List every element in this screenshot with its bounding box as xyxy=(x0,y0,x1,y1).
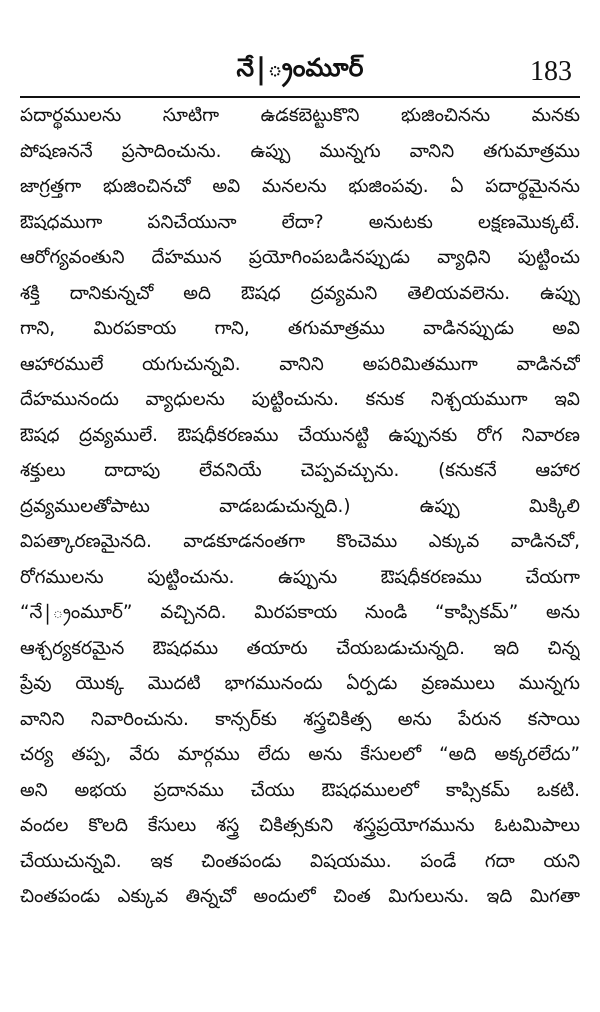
text-line: “నే|్రంమూర్” వచ్చినది. మిరపకాయ నుండి “కాప్సికమ్” అను xyxy=(20,602,580,623)
text-line: చర్య తప్ప, వేరు మార్గము లేదు అను కేసులలో “అది అక్కరలేదు” xyxy=(20,744,580,765)
running-title: నే|్రంమూర్ xyxy=(236,53,364,82)
text-line: ఆశ్చర్యకరమైన ఔషధము తయారు చేయబడుచున్నది. ఇది చిన్న xyxy=(20,637,580,659)
text-line: పదార్థములను సూటిగా ఉడకబెట్టుకొని భుజించినను మనకు xyxy=(20,105,580,126)
text-line: ప్రేవు యొక్క మొదటి భాగమునందు ఏర్పడు వ్రణములు మున్నగు xyxy=(20,673,580,694)
text-line: ఔషధముగా పనిచేయునా లేదా? అనుటకు లక్షణమొక్కటే. xyxy=(20,211,580,233)
text-line: దేహమునందు వ్యాధులను పుట్టించును. కనుక నిశ్చయముగా ఇవి xyxy=(20,389,580,410)
text-line: అని అభయ ప్రదానము చేయు ఔషధములలో కాప్సికమ్ ఒకటి. xyxy=(20,779,580,801)
text-line: రోగములను పుట్టించును. ఉప్పును ఔషధీకరణము చేయగా xyxy=(20,566,580,588)
text-line: ఆహారములే యగుచున్నవి. వానిని అపరిమితముగా వాడినచో xyxy=(20,353,580,375)
text-line: గాని, మిరపకాయ గాని, తగుమాత్రము వాడినప్పుడు అవి xyxy=(20,318,580,339)
text-line: విపత్కారణమైనది. వాడకూడనంతగా కొంచెము ఎక్కువ వాడినచో, xyxy=(20,531,580,552)
text-line: శక్తి దానికున్నచో అది ఔషధ ద్రవ్యమని తెలియవలెను. ఉప్పు xyxy=(20,282,580,304)
text-line: వందల కొలది కేసులు శస్త్ర చికిత్సకుని శస్త్రప్రయోగమును ఓటమిపాలు xyxy=(20,815,580,836)
text-line: జాగ్రత్తగా భుజించినచో అవి మనలను భుజింపవు. ఏ పదార్థమైనను xyxy=(20,176,580,197)
body-text xyxy=(20,98,580,915)
text-line: ఔషధ ద్రవ్యములే. ఔషధీకరణము చేయునట్టి ఉప్పునకు రోగ నివారణ xyxy=(20,424,580,446)
text-line: పోషణననే ప్రసాదించును. ఉప్పు మున్నగు వానిని తగుమాత్రము xyxy=(20,140,580,162)
text-line: వానిని నివారించును. కాన్సర్‌కు శస్త్రచికిత్స అను పేరున కసాయి xyxy=(20,708,580,730)
text-line: ద్రవ్యములతోపాటు వాడబడుచున్నది.) ఉప్పు మిక్కిలి xyxy=(20,495,580,517)
text-line: ఆరోగ్యవంతుని దేహమున ప్రయోగింపబడినప్పుడు వ్యాధిని పుట్టించు xyxy=(20,247,580,268)
text-line: చేయుచున్నవి. ఇక చింతపండు విషయము. పండే గదా యని xyxy=(20,850,580,872)
text-line: చింతపండు ఎక్కువ తిన్నచో అందులో చింత మిగులును. ఇది మిగతా xyxy=(20,886,580,907)
page-number: 183 xyxy=(530,56,572,87)
text-line: శక్తులు దాదాపు లేవనియే చెప్పవచ్చును. (కనుకనే ఆహార xyxy=(20,460,580,481)
